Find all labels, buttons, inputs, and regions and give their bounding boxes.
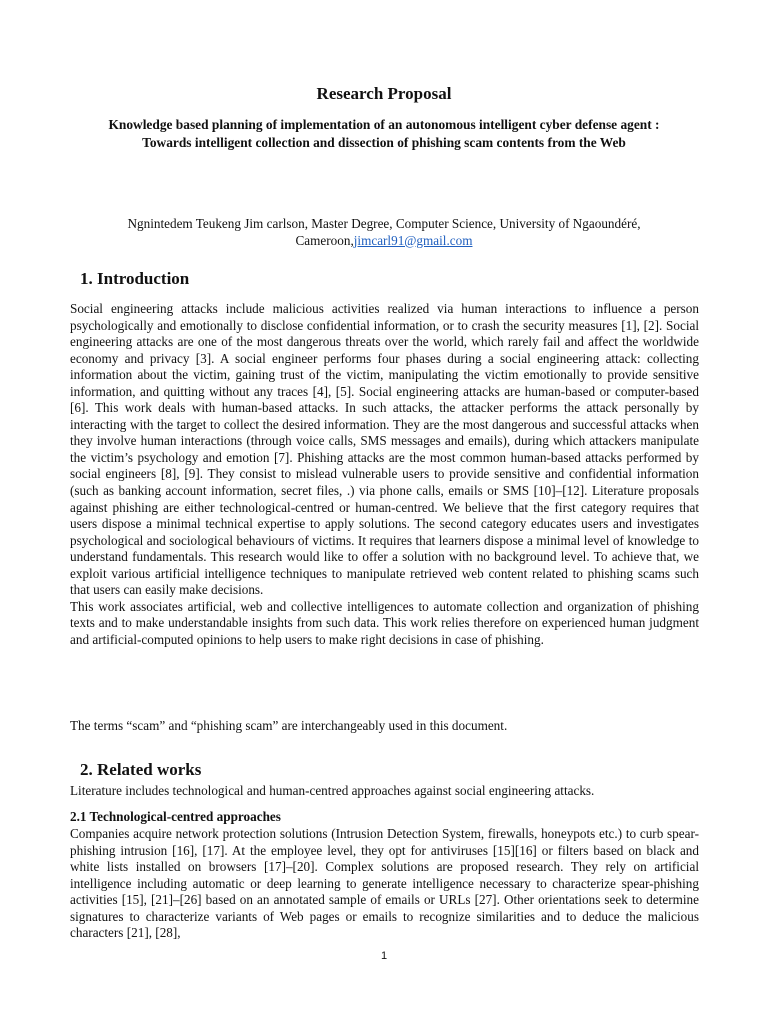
author-country-line [90, 233, 678, 250]
author-email-link[interactable]: jimcarl91@gmail.com [353, 232, 473, 248]
section-heading-introduction: 1. Introduction [80, 269, 190, 288]
page-number: 1 [380, 950, 388, 962]
introduction-paragraph-1: Social engineering attacks include malicious activities realized via human interactions to influence a person psychologically and emotionally to disclose confidential information, or to crash the security measures [1], [2]. Social engineering attacks are one of the most dangerous threats over the world, which rarely fail and affect the worldwide economy and privacy [3]. A social engineer performs four phases during a social engineering attack: collecting information about the victim, gaining trust of the victim, manipulating the victim emotionally to provide sensitive information, and quitting without any traces [4], [5]. Social engineering attacks are human-based or computer-based [6]. This work deals with human-based attacks. In such attacks, the attacker performs the attack personally by interacting with the target to collect the desired information. They are the most dangerous and successful attacks when they involve human interactions (through voice calls, SMS messages and emails), during which attackers manipulate the victim’s psychology and emotion [7]. Phishing attacks are the most common human-based attacks performed by social engineers [8], [9]. They consist to mislead vulnerable users to provide sensitive and confidential information (such as banking account information, secret files, .) via phone calls, emails or SMS [10]–[12]. Literature proposals against phishing are either technological-centred or human-centred. We believe that the first category requires that users dispose a minimal technical expertise to apply solutions. The second category educates users and investigates psychological and sociological behaviours of victims. It requires that learners dispose a minimal level of knowledge to understand fundamentals. This research would like to offer a solution with no background level. To achieve that, we exploit various artificial intelligence techniques to manipulate retrieved web content related to phishing scams such that users can easily make decisions. [70, 301, 699, 598]
introduction-paragraph-2: This work associates artificial, web and collective intelligences to automate collection and organization of phishing texts and to make understandable insights from such data. This work relies therefore on experienced human judgment and artificial-computed opinions to help users to make right decisions in case of phishing. [70, 598, 699, 647]
introduction-body [70, 301, 699, 648]
subsection-heading-technological: 2.1 Technological-centred approaches [70, 809, 281, 824]
section-heading-related-works: 2. Related works [80, 760, 202, 779]
technological-approaches-body: Companies acquire network protection solutions (Intrusion Detection System, firewalls, honeypots etc.) to curb spear-phishing intrusion [16], [17]. At the employee level, they opt for antiviruses [15][16] or filters based on black and white lists installed on browsers [17]–[20]. Complex solutions are proposed research. They rely on artificial intelligence including automatic or deep learning to generate intelligence necessary to characterize spear-phishing activities [15], [21]–[26] based on an annotated sample of emails or URLs [27]. Other orientations seek to determine signatures to characterize variants of Web pages or emails to recognize similarities and to deduce the malicious characters [21], [28], [70, 826, 699, 941]
author-block [90, 216, 678, 249]
terms-note: The terms “scam” and “phishing scam” are interchangeably used in this document. [70, 718, 508, 733]
document-subtitle: Knowledge based planning of implementation of an autonomous intelligent cyber defense agent : Towards intelligent collection and dissection of phishing scam contents from the Web [108, 117, 660, 150]
document-title: Research Proposal [316, 84, 452, 103]
author-country: Cameroon, [295, 232, 354, 248]
related-works-intro: Literature includes technological and human-centred approaches against social engineering attacks. [70, 783, 595, 798]
author-affiliation: Ngnintedem Teukeng Jim carlson, Master Degree, Computer Science, University of Ngaoundéré, [127, 216, 641, 231]
